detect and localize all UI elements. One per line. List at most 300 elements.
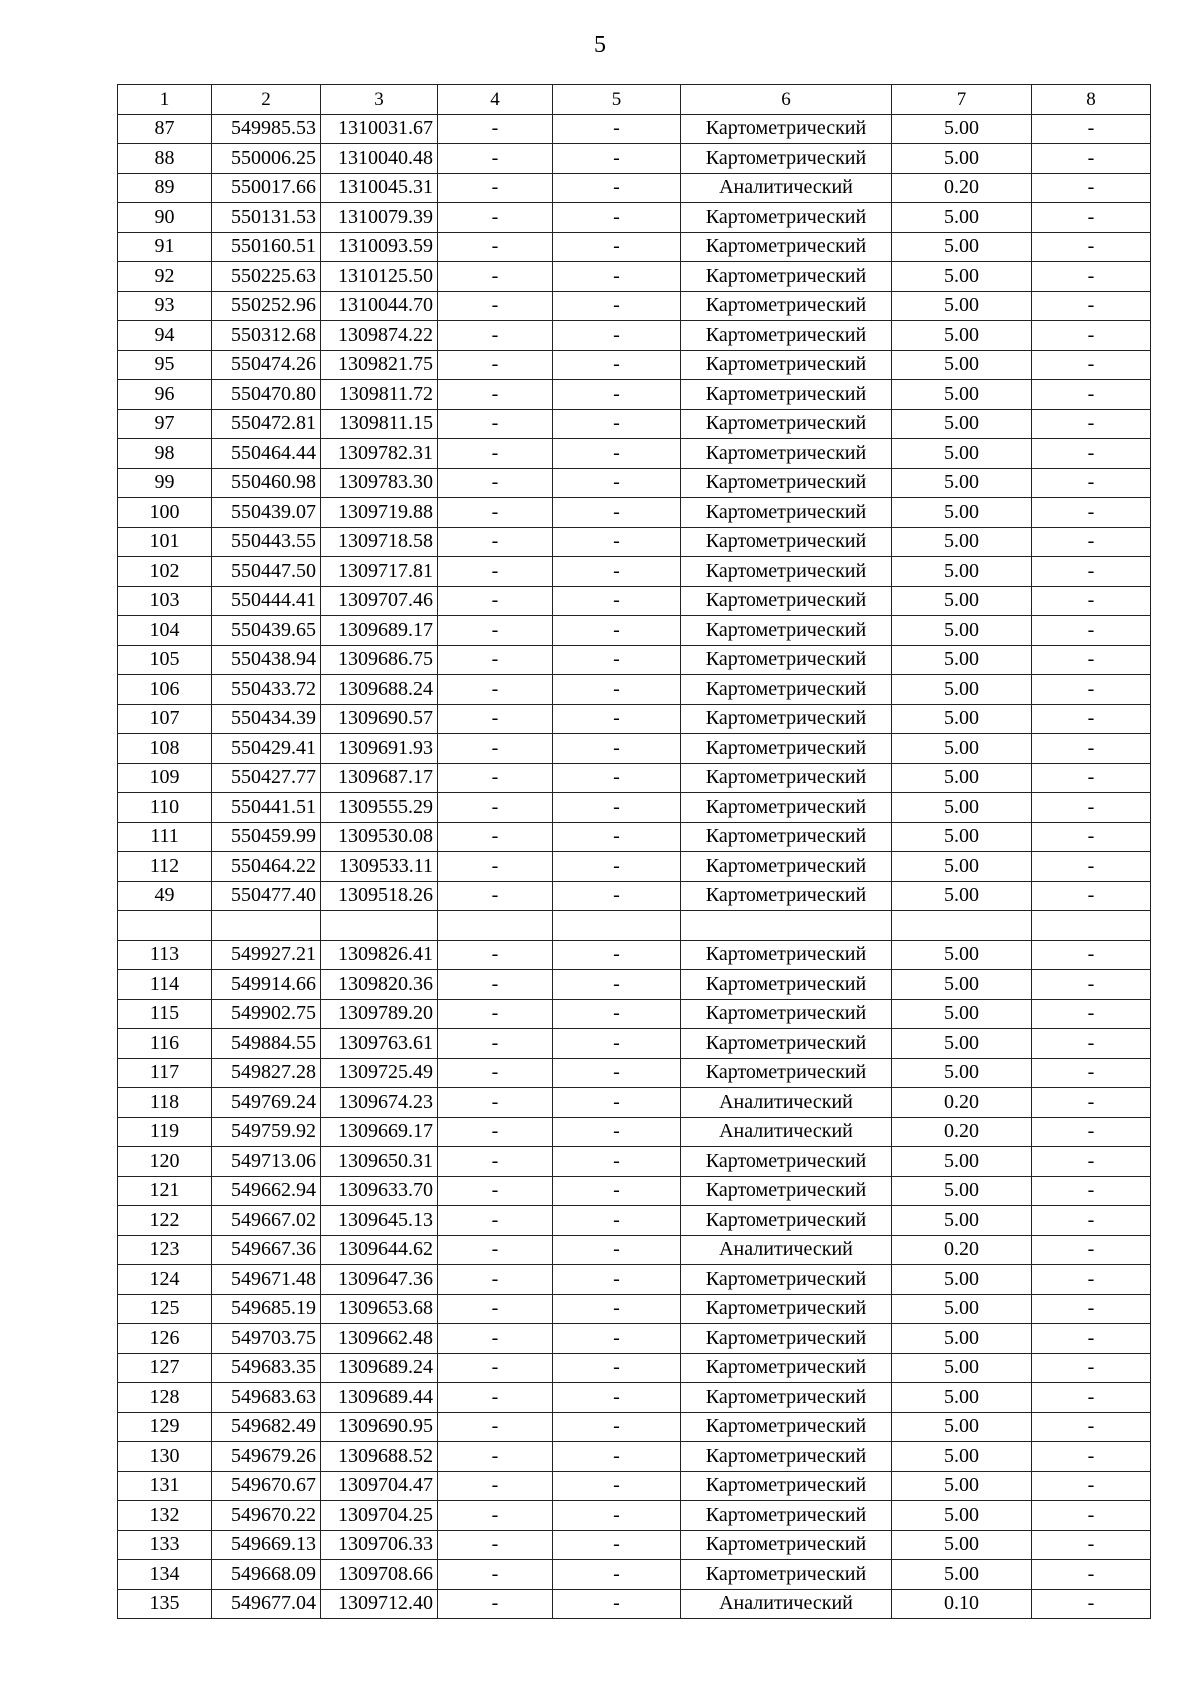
- column-8-value: -: [1032, 1589, 1151, 1619]
- accuracy: 0.20: [892, 173, 1032, 203]
- x-coordinate: 549827.28: [212, 1058, 321, 1088]
- table-row: [118, 793, 1151, 823]
- y-coordinate: 1309689.17: [321, 616, 438, 646]
- point-number: 125: [118, 1294, 212, 1324]
- accuracy: 0.20: [892, 1117, 1032, 1147]
- table-row: [118, 881, 1151, 911]
- table-row: [118, 1501, 1151, 1531]
- method: Картометрический: [681, 498, 892, 528]
- point-number: 127: [118, 1353, 212, 1383]
- table-row: [118, 852, 1151, 882]
- column-8-value: -: [1032, 586, 1151, 616]
- column-4-value: -: [438, 380, 553, 410]
- accuracy: 5.00: [892, 970, 1032, 1000]
- column-4-value: -: [438, 586, 553, 616]
- column-5-value: -: [553, 734, 681, 764]
- column-8-value: -: [1032, 734, 1151, 764]
- table-row: [118, 321, 1151, 351]
- table-row: [118, 144, 1151, 174]
- x-coordinate: 550464.22: [212, 852, 321, 882]
- method: Картометрический: [681, 734, 892, 764]
- table-row: [118, 822, 1151, 852]
- column-8-value: -: [1032, 262, 1151, 292]
- table-row: [118, 1589, 1151, 1619]
- point-number: 129: [118, 1412, 212, 1442]
- accuracy: 5.00: [892, 1176, 1032, 1206]
- column-8-value: -: [1032, 409, 1151, 439]
- column-8-value: -: [1032, 1265, 1151, 1295]
- x-coordinate: 549667.02: [212, 1206, 321, 1236]
- accuracy: 5.00: [892, 793, 1032, 823]
- accuracy: 5.00: [892, 704, 1032, 734]
- accuracy: 5.00: [892, 675, 1032, 705]
- x-coordinate: 550433.72: [212, 675, 321, 705]
- x-coordinate: 549670.22: [212, 1501, 321, 1531]
- method: Картометрический: [681, 1265, 892, 1295]
- column-5-value: -: [553, 1560, 681, 1590]
- y-coordinate: 1309874.22: [321, 321, 438, 351]
- x-coordinate: 549703.75: [212, 1324, 321, 1354]
- y-coordinate: 1309688.52: [321, 1442, 438, 1472]
- column-4-value: -: [438, 1412, 553, 1442]
- column-8-value: -: [1032, 1117, 1151, 1147]
- table-row: [118, 940, 1151, 970]
- accuracy: 5.00: [892, 940, 1032, 970]
- table-row: [118, 409, 1151, 439]
- y-coordinate: 1310125.50: [321, 262, 438, 292]
- method: Аналитический: [681, 1117, 892, 1147]
- method: Картометрический: [681, 232, 892, 262]
- method: Картометрический: [681, 557, 892, 587]
- method: Аналитический: [681, 1088, 892, 1118]
- table-row: [118, 291, 1151, 321]
- y-coordinate: 1309811.72: [321, 380, 438, 410]
- column-4-value: -: [438, 1324, 553, 1354]
- x-coordinate: 550131.53: [212, 203, 321, 233]
- column-8-value: -: [1032, 1471, 1151, 1501]
- point-number: 96: [118, 380, 212, 410]
- y-coordinate: 1309712.40: [321, 1589, 438, 1619]
- table-row: [118, 557, 1151, 587]
- method: Картометрический: [681, 439, 892, 469]
- table-header: [118, 85, 1151, 115]
- column-5-value: -: [553, 1294, 681, 1324]
- table-row: [118, 616, 1151, 646]
- point-number: 97: [118, 409, 212, 439]
- column-4-value: [438, 911, 553, 941]
- column-5-value: -: [553, 1442, 681, 1472]
- method: Картометрический: [681, 1029, 892, 1059]
- column-8-value: -: [1032, 881, 1151, 911]
- method: Картометрический: [681, 616, 892, 646]
- method: Картометрический: [681, 940, 892, 970]
- x-coordinate: 549671.48: [212, 1265, 321, 1295]
- column-8-value: -: [1032, 1147, 1151, 1177]
- y-coordinate: 1309783.30: [321, 468, 438, 498]
- method: Картометрический: [681, 1206, 892, 1236]
- accuracy: 0.20: [892, 1088, 1032, 1118]
- column-5-value: -: [553, 763, 681, 793]
- column-8-value: -: [1032, 763, 1151, 793]
- x-coordinate: 549667.36: [212, 1235, 321, 1265]
- column-5-value: -: [553, 468, 681, 498]
- y-coordinate: 1309820.36: [321, 970, 438, 1000]
- y-coordinate: 1309689.24: [321, 1353, 438, 1383]
- column-4-value: -: [438, 1206, 553, 1236]
- y-coordinate: 1309691.93: [321, 734, 438, 764]
- column-4-value: -: [438, 1471, 553, 1501]
- column-8-value: -: [1032, 793, 1151, 823]
- column-header-8: 8: [1032, 85, 1151, 115]
- column-5-value: -: [553, 144, 681, 174]
- accuracy: 5.00: [892, 350, 1032, 380]
- accuracy: 5.00: [892, 1471, 1032, 1501]
- column-8-value: -: [1032, 1088, 1151, 1118]
- y-coordinate: 1309704.47: [321, 1471, 438, 1501]
- y-coordinate: 1310040.48: [321, 144, 438, 174]
- column-4-value: -: [438, 1530, 553, 1560]
- method: Картометрический: [681, 675, 892, 705]
- column-8-value: -: [1032, 1530, 1151, 1560]
- column-8-value: -: [1032, 1442, 1151, 1472]
- method: Картометрический: [681, 1530, 892, 1560]
- x-coordinate: 549985.53: [212, 114, 321, 144]
- column-8-value: -: [1032, 557, 1151, 587]
- x-coordinate: 550427.77: [212, 763, 321, 793]
- header-row: [118, 85, 1151, 115]
- column-5-value: [553, 911, 681, 941]
- method: Картометрический: [681, 1471, 892, 1501]
- column-5-value: -: [553, 1412, 681, 1442]
- column-5-value: -: [553, 498, 681, 528]
- table-row: [118, 586, 1151, 616]
- point-number: [118, 911, 212, 941]
- method: Картометрический: [681, 468, 892, 498]
- point-number: 119: [118, 1117, 212, 1147]
- column-5-value: -: [553, 1589, 681, 1619]
- method: Картометрический: [681, 1560, 892, 1590]
- column-8-value: -: [1032, 1206, 1151, 1236]
- method: Картометрический: [681, 203, 892, 233]
- x-coordinate: 550438.94: [212, 645, 321, 675]
- method: Картометрический: [681, 144, 892, 174]
- method: Картометрический: [681, 1501, 892, 1531]
- method: Картометрический: [681, 586, 892, 616]
- method: Картометрический: [681, 999, 892, 1029]
- column-5-value: -: [553, 645, 681, 675]
- accuracy: 5.00: [892, 734, 1032, 764]
- y-coordinate: 1309644.62: [321, 1235, 438, 1265]
- x-coordinate: 550447.50: [212, 557, 321, 587]
- x-coordinate: 549685.19: [212, 1294, 321, 1324]
- column-5-value: -: [553, 291, 681, 321]
- coordinates-table: [117, 84, 1151, 1619]
- y-coordinate: 1309650.31: [321, 1147, 438, 1177]
- accuracy: 5.00: [892, 498, 1032, 528]
- column-8-value: -: [1032, 144, 1151, 174]
- accuracy: 5.00: [892, 1412, 1032, 1442]
- column-5-value: -: [553, 852, 681, 882]
- table-row: [118, 1147, 1151, 1177]
- method: Аналитический: [681, 1589, 892, 1619]
- column-header-5: 5: [553, 85, 681, 115]
- column-4-value: -: [438, 704, 553, 734]
- x-coordinate: 549927.21: [212, 940, 321, 970]
- x-coordinate: 549713.06: [212, 1147, 321, 1177]
- x-coordinate: 549670.67: [212, 1471, 321, 1501]
- column-5-value: -: [553, 881, 681, 911]
- method: Картометрический: [681, 1176, 892, 1206]
- table-row: [118, 1206, 1151, 1236]
- method: Картометрический: [681, 1442, 892, 1472]
- accuracy: 5.00: [892, 1147, 1032, 1177]
- table-row: [118, 498, 1151, 528]
- accuracy: 5.00: [892, 1029, 1032, 1059]
- column-4-value: -: [438, 203, 553, 233]
- x-coordinate: 550460.98: [212, 468, 321, 498]
- accuracy: [892, 911, 1032, 941]
- x-coordinate: 550225.63: [212, 262, 321, 292]
- table-row: [118, 645, 1151, 675]
- x-coordinate: 549769.24: [212, 1088, 321, 1118]
- column-4-value: -: [438, 1353, 553, 1383]
- column-5-value: -: [553, 1265, 681, 1295]
- method: Картометрический: [681, 852, 892, 882]
- column-4-value: -: [438, 793, 553, 823]
- column-5-value: -: [553, 999, 681, 1029]
- y-coordinate: 1309690.95: [321, 1412, 438, 1442]
- x-coordinate: 550252.96: [212, 291, 321, 321]
- method: Картометрический: [681, 793, 892, 823]
- y-coordinate: [321, 911, 438, 941]
- table-row: [118, 1412, 1151, 1442]
- accuracy: 5.00: [892, 468, 1032, 498]
- column-8-value: -: [1032, 439, 1151, 469]
- column-4-value: -: [438, 1058, 553, 1088]
- x-coordinate: [212, 911, 321, 941]
- accuracy: 5.00: [892, 1353, 1032, 1383]
- column-4-value: -: [438, 468, 553, 498]
- x-coordinate: 549677.04: [212, 1589, 321, 1619]
- y-coordinate: 1309811.15: [321, 409, 438, 439]
- method: Картометрический: [681, 1412, 892, 1442]
- accuracy: 5.00: [892, 852, 1032, 882]
- point-number: 108: [118, 734, 212, 764]
- y-coordinate: 1309674.23: [321, 1088, 438, 1118]
- accuracy: 5.00: [892, 1294, 1032, 1324]
- table-row: [118, 350, 1151, 380]
- method: Картометрический: [681, 291, 892, 321]
- accuracy: 5.00: [892, 1501, 1032, 1531]
- column-header-2: 2: [212, 85, 321, 115]
- point-number: 88: [118, 144, 212, 174]
- column-header-6: 6: [681, 85, 892, 115]
- accuracy: 5.00: [892, 409, 1032, 439]
- column-5-value: -: [553, 1235, 681, 1265]
- accuracy: 5.00: [892, 262, 1032, 292]
- accuracy: 5.00: [892, 999, 1032, 1029]
- accuracy: 5.00: [892, 291, 1032, 321]
- accuracy: 5.00: [892, 881, 1032, 911]
- column-4-value: -: [438, 734, 553, 764]
- x-coordinate: 550459.99: [212, 822, 321, 852]
- table-row: [118, 232, 1151, 262]
- method: Картометрический: [681, 645, 892, 675]
- table-row: [118, 1029, 1151, 1059]
- column-5-value: -: [553, 940, 681, 970]
- point-number: 101: [118, 527, 212, 557]
- method: Картометрический: [681, 1058, 892, 1088]
- column-5-value: -: [553, 1353, 681, 1383]
- x-coordinate: 550474.26: [212, 350, 321, 380]
- y-coordinate: 1309704.25: [321, 1501, 438, 1531]
- point-number: 122: [118, 1206, 212, 1236]
- table-row: [118, 1353, 1151, 1383]
- point-number: 123: [118, 1235, 212, 1265]
- column-5-value: -: [553, 114, 681, 144]
- method: Картометрический: [681, 822, 892, 852]
- y-coordinate: 1309717.81: [321, 557, 438, 587]
- column-5-value: -: [553, 203, 681, 233]
- y-coordinate: 1310079.39: [321, 203, 438, 233]
- y-coordinate: 1309789.20: [321, 999, 438, 1029]
- column-4-value: -: [438, 409, 553, 439]
- column-5-value: -: [553, 1176, 681, 1206]
- column-5-value: -: [553, 232, 681, 262]
- column-5-value: -: [553, 409, 681, 439]
- column-8-value: -: [1032, 645, 1151, 675]
- table-row: [118, 1560, 1151, 1590]
- point-number: 131: [118, 1471, 212, 1501]
- point-number: 121: [118, 1176, 212, 1206]
- column-5-value: -: [553, 1088, 681, 1118]
- column-8-value: [1032, 911, 1151, 941]
- table-row: [118, 203, 1151, 233]
- table-row: [118, 1176, 1151, 1206]
- y-coordinate: 1309687.17: [321, 763, 438, 793]
- column-4-value: -: [438, 1589, 553, 1619]
- column-8-value: -: [1032, 173, 1151, 203]
- method: Картометрический: [681, 527, 892, 557]
- y-coordinate: 1309686.75: [321, 645, 438, 675]
- table-row: [118, 1235, 1151, 1265]
- column-4-value: -: [438, 1442, 553, 1472]
- accuracy: 5.00: [892, 203, 1032, 233]
- y-coordinate: 1309826.41: [321, 940, 438, 970]
- accuracy: 5.00: [892, 763, 1032, 793]
- table-row: [118, 911, 1151, 941]
- method: Картометрический: [681, 409, 892, 439]
- column-4-value: -: [438, 940, 553, 970]
- column-5-value: -: [553, 527, 681, 557]
- method: Аналитический: [681, 173, 892, 203]
- column-4-value: -: [438, 439, 553, 469]
- point-number: 107: [118, 704, 212, 734]
- table-row: [118, 1058, 1151, 1088]
- column-4-value: -: [438, 1560, 553, 1590]
- point-number: 116: [118, 1029, 212, 1059]
- point-number: 117: [118, 1058, 212, 1088]
- method: Картометрический: [681, 1294, 892, 1324]
- y-coordinate: 1309555.29: [321, 793, 438, 823]
- column-5-value: -: [553, 970, 681, 1000]
- accuracy: 5.00: [892, 1383, 1032, 1413]
- column-4-value: -: [438, 321, 553, 351]
- y-coordinate: 1310093.59: [321, 232, 438, 262]
- table-row: [118, 439, 1151, 469]
- column-5-value: -: [553, 173, 681, 203]
- table-row: [118, 1265, 1151, 1295]
- x-coordinate: 549669.13: [212, 1530, 321, 1560]
- column-4-value: -: [438, 350, 553, 380]
- column-8-value: -: [1032, 1176, 1151, 1206]
- column-4-value: -: [438, 144, 553, 174]
- y-coordinate: 1309645.13: [321, 1206, 438, 1236]
- column-5-value: -: [553, 557, 681, 587]
- point-number: 90: [118, 203, 212, 233]
- table-row: [118, 468, 1151, 498]
- column-5-value: -: [553, 380, 681, 410]
- y-coordinate: 1309821.75: [321, 350, 438, 380]
- table-row: [118, 763, 1151, 793]
- x-coordinate: 550160.51: [212, 232, 321, 262]
- method: Аналитический: [681, 1235, 892, 1265]
- column-5-value: -: [553, 616, 681, 646]
- point-number: 110: [118, 793, 212, 823]
- column-header-4: 4: [438, 85, 553, 115]
- table-row: [118, 1294, 1151, 1324]
- point-number: 105: [118, 645, 212, 675]
- point-number: 128: [118, 1383, 212, 1413]
- point-number: 99: [118, 468, 212, 498]
- point-number: 93: [118, 291, 212, 321]
- point-number: 120: [118, 1147, 212, 1177]
- y-coordinate: 1309633.70: [321, 1176, 438, 1206]
- column-4-value: -: [438, 557, 553, 587]
- accuracy: 5.00: [892, 1442, 1032, 1472]
- column-4-value: -: [438, 881, 553, 911]
- table-row: [118, 1088, 1151, 1118]
- column-4-value: -: [438, 1088, 553, 1118]
- x-coordinate: 550439.65: [212, 616, 321, 646]
- column-8-value: -: [1032, 1235, 1151, 1265]
- point-number: 94: [118, 321, 212, 351]
- x-coordinate: 550017.66: [212, 173, 321, 203]
- point-number: 92: [118, 262, 212, 292]
- column-8-value: -: [1032, 1501, 1151, 1531]
- accuracy: 5.00: [892, 586, 1032, 616]
- x-coordinate: 550443.55: [212, 527, 321, 557]
- column-4-value: -: [438, 262, 553, 292]
- y-coordinate: 1309688.24: [321, 675, 438, 705]
- accuracy: 5.00: [892, 144, 1032, 174]
- column-4-value: -: [438, 970, 553, 1000]
- point-number: 49: [118, 881, 212, 911]
- point-number: 126: [118, 1324, 212, 1354]
- column-8-value: -: [1032, 1324, 1151, 1354]
- accuracy: 5.00: [892, 321, 1032, 351]
- column-8-value: -: [1032, 1294, 1151, 1324]
- point-number: 114: [118, 970, 212, 1000]
- column-5-value: -: [553, 793, 681, 823]
- table-row: [118, 1530, 1151, 1560]
- column-4-value: -: [438, 527, 553, 557]
- x-coordinate: 550464.44: [212, 439, 321, 469]
- column-8-value: -: [1032, 232, 1151, 262]
- y-coordinate: 1309782.31: [321, 439, 438, 469]
- point-number: 111: [118, 822, 212, 852]
- column-8-value: -: [1032, 822, 1151, 852]
